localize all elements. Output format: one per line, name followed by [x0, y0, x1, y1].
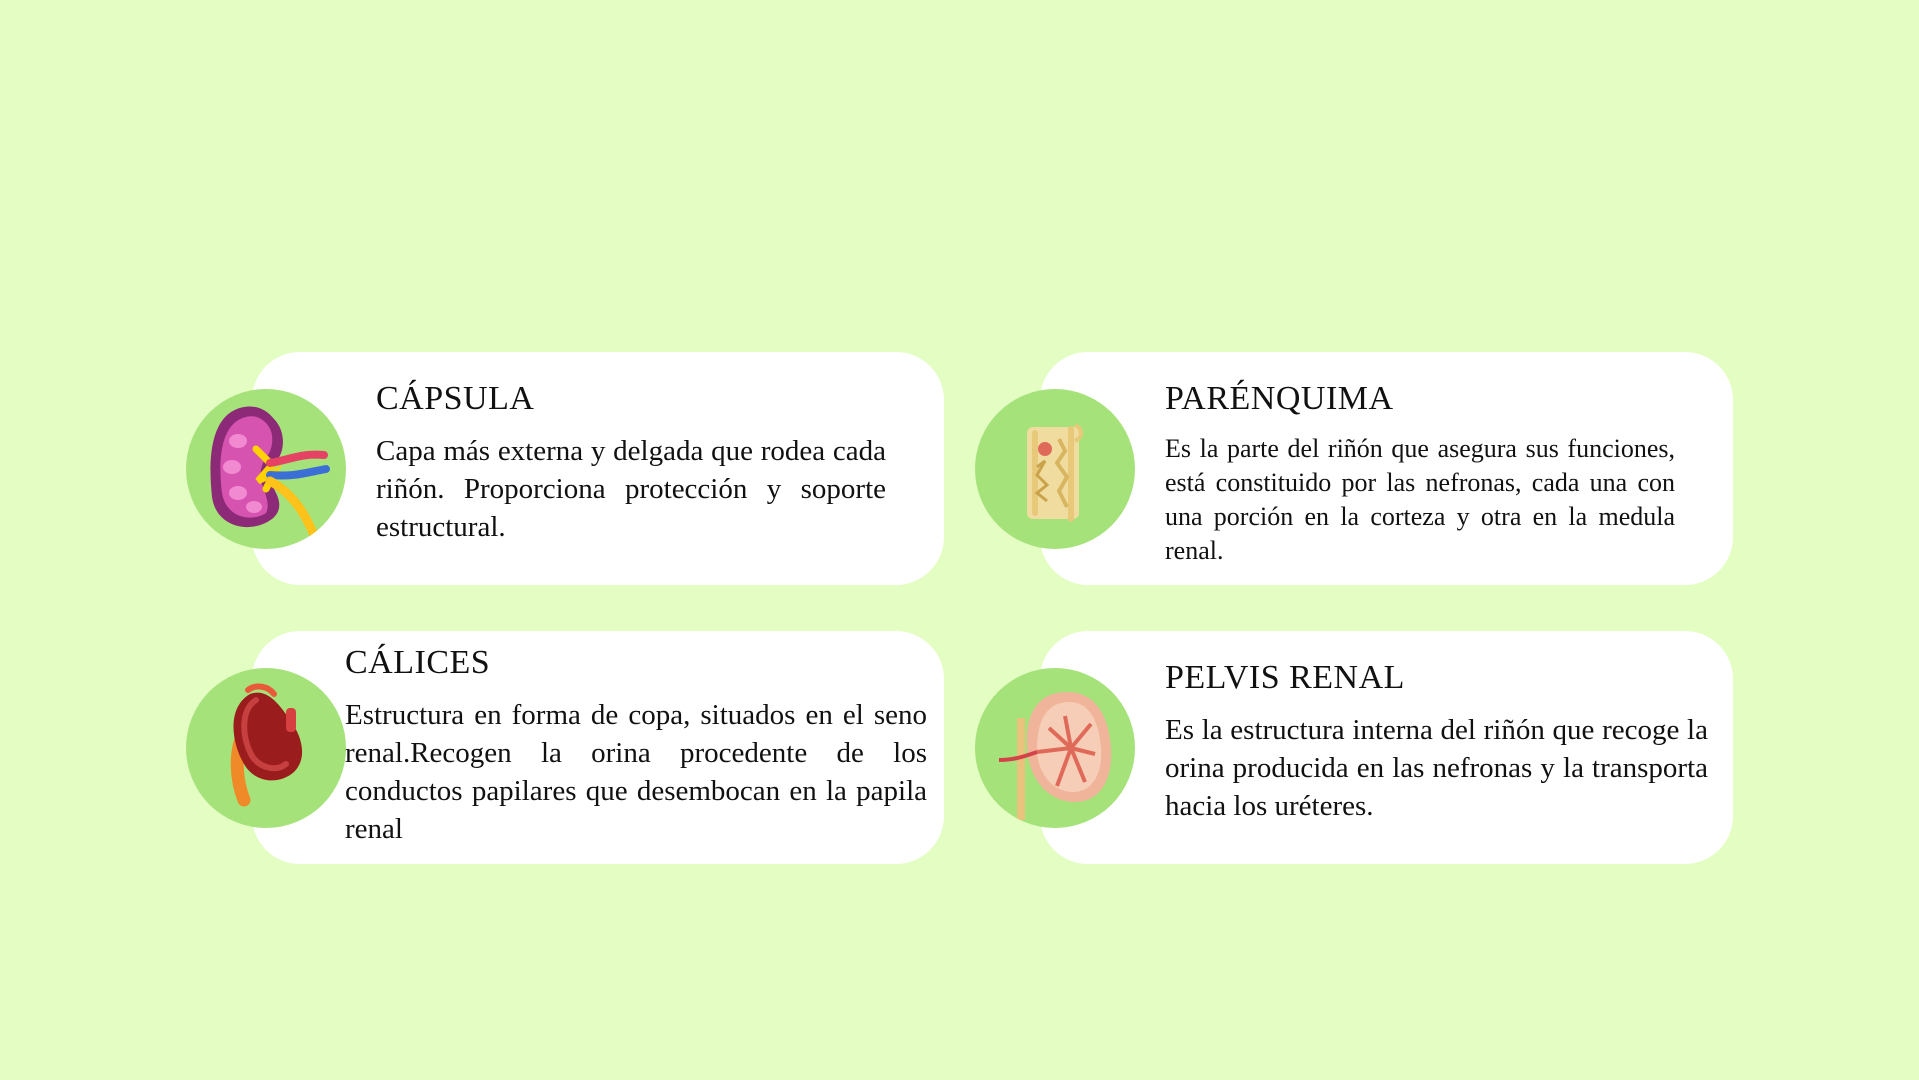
card-description: Estructura en forma de copa, situados en el seno renal.Recogen la orina procedente de los conductos papilares que desembocan en la papila renal — [345, 699, 927, 845]
kidney-icon — [186, 668, 346, 828]
card-description: Capa más externa y delgada que rodea cada riñón. Proporciona protección y soporte estructural. — [376, 435, 886, 543]
nephron-icon — [975, 389, 1135, 549]
kidney-interior-icon — [975, 668, 1135, 828]
card-title: CÁPSULA — [376, 380, 535, 417]
card-title: PARÉNQUIMA — [1165, 380, 1394, 417]
card-title: PELVIS RENAL — [1165, 659, 1405, 696]
card-description: Es la parte del riñón que asegura sus funciones, está constituido por las nefronas, cada una con una porción en la corteza y otra en la medula renal. — [1165, 434, 1675, 565]
kidney-cross-section-icon — [186, 389, 346, 549]
card-description: Es la estructura interna del riñón que recoge la orina producida en las nefronas y la transporta hacia los uréteres. — [1165, 714, 1708, 822]
card-title: CÁLICES — [345, 644, 491, 681]
